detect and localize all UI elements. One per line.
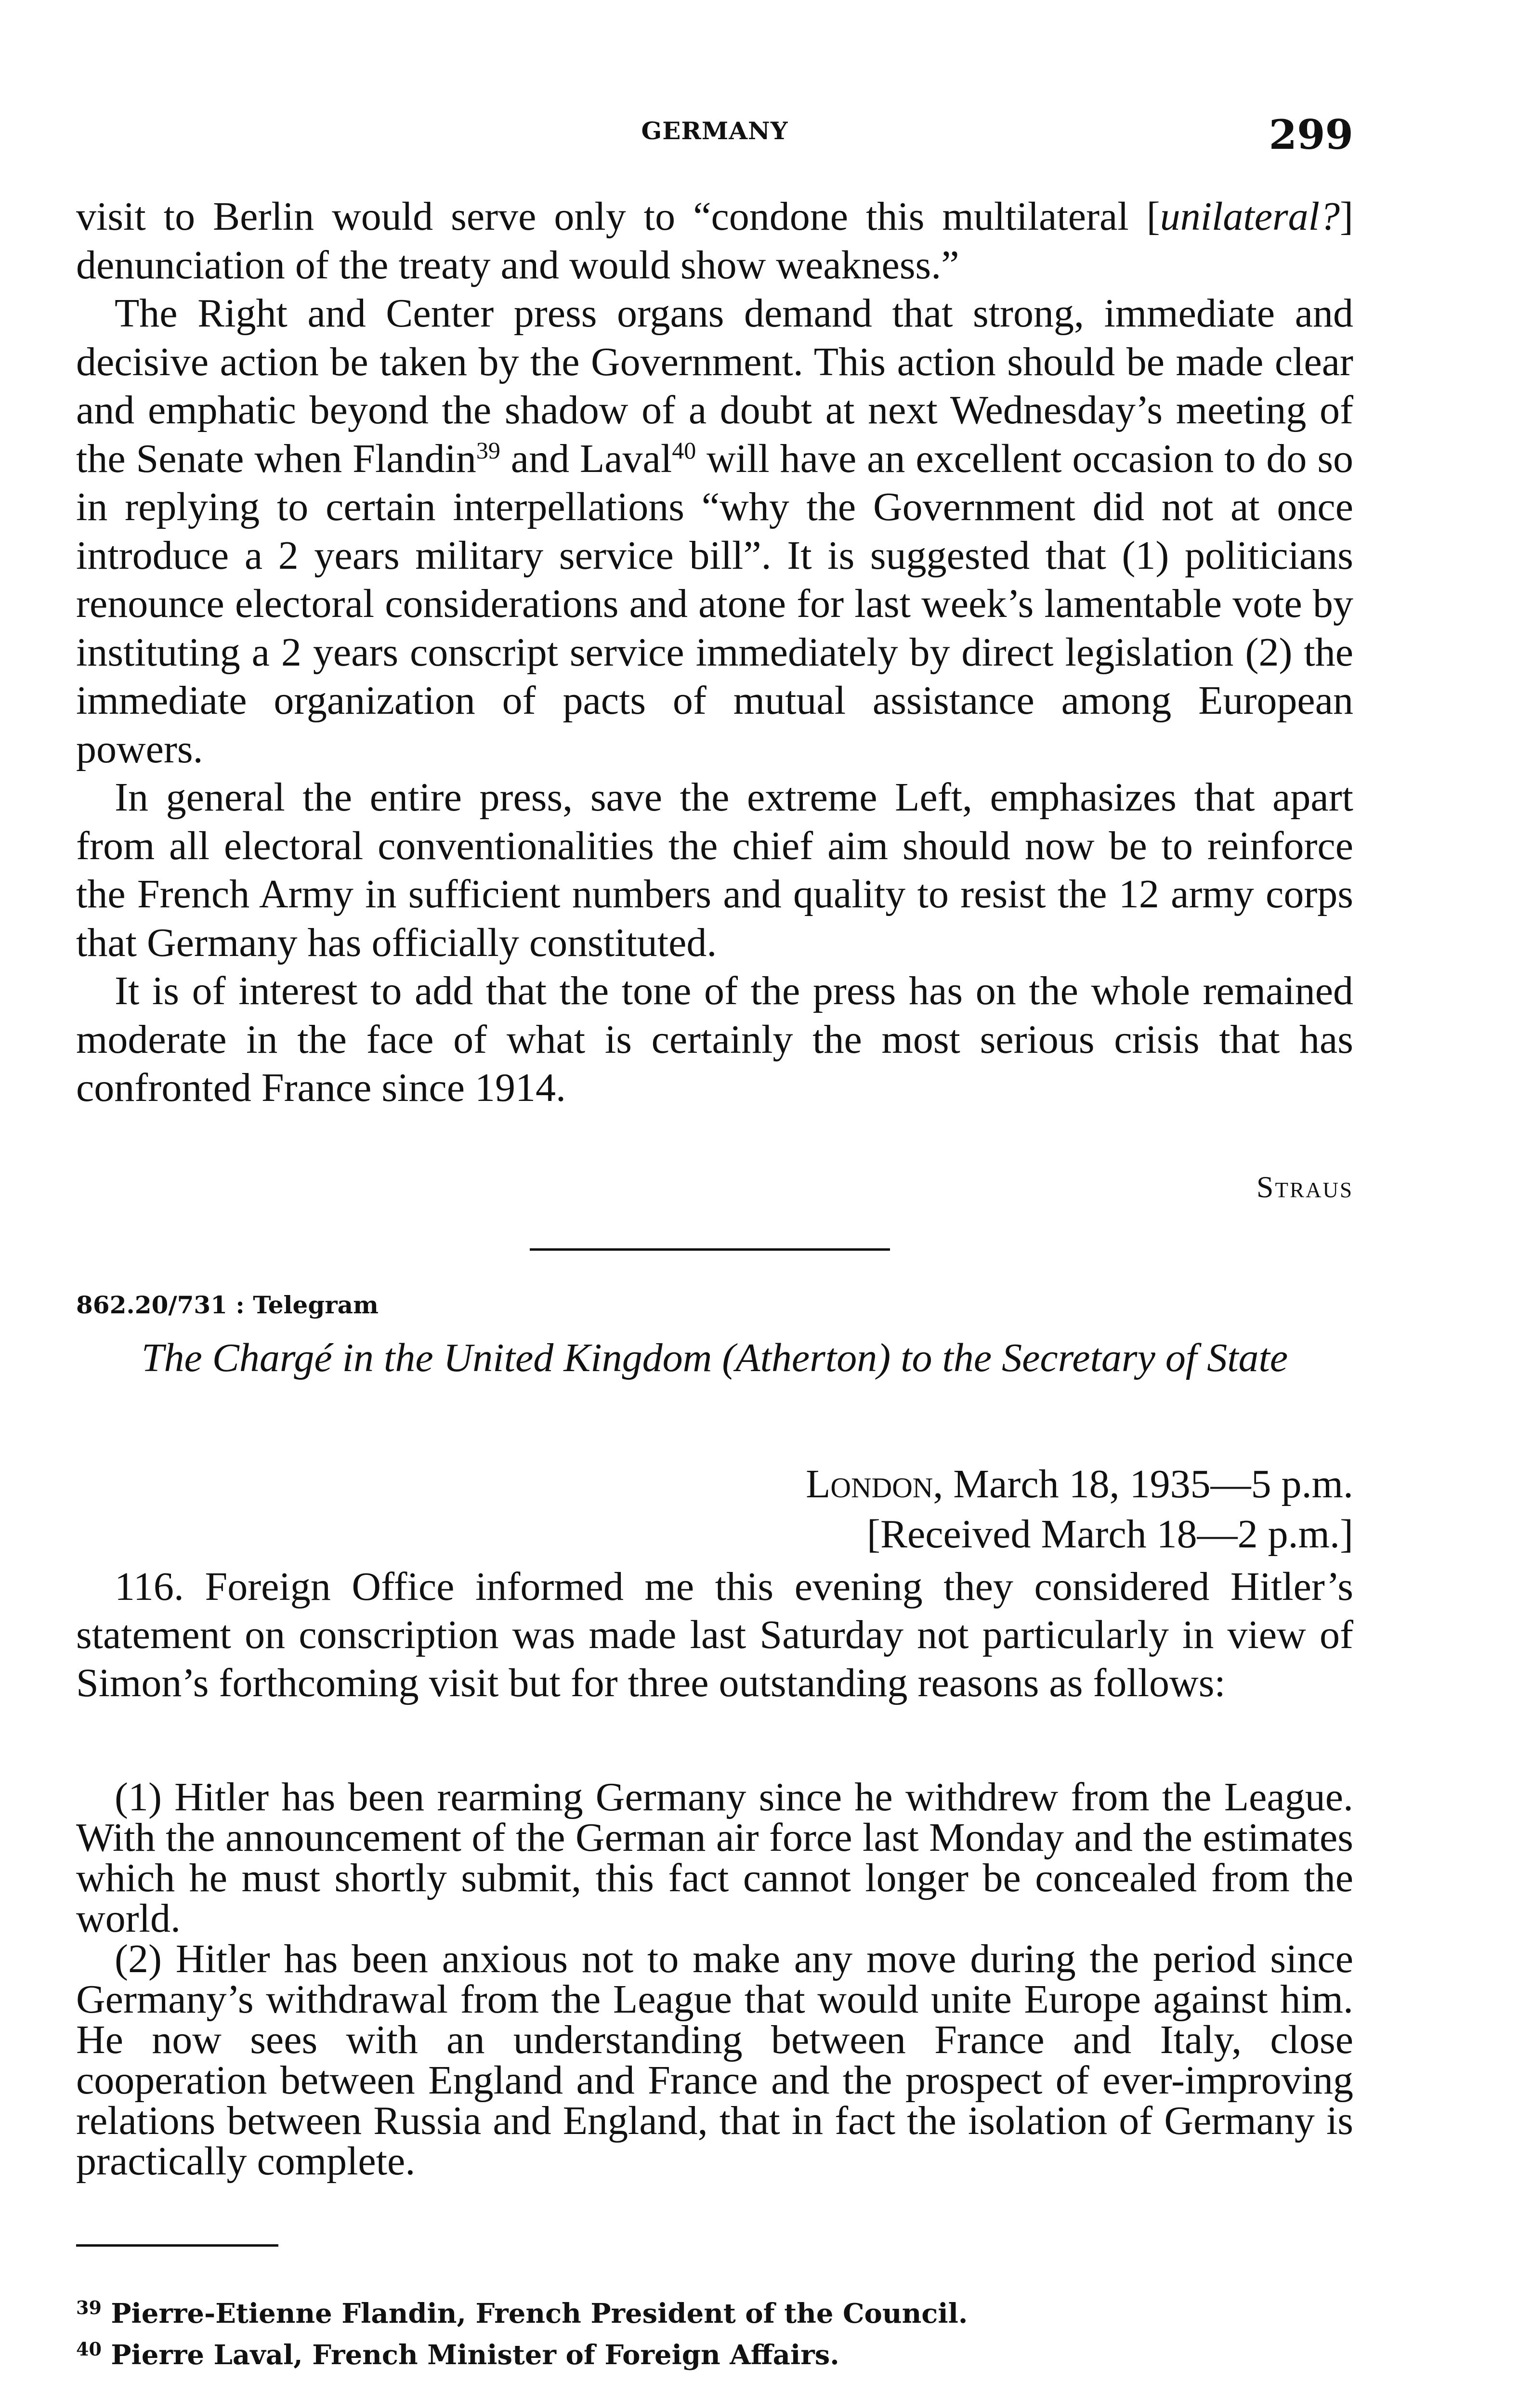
footnote-text: Pierre-Etienne Flandin, French President of the Council.: [111, 2298, 968, 2329]
file-reference: 862.20/731 : Telegram: [76, 1291, 379, 1319]
paragraph-1-start: visit to Berlin would serve only to “condone this multilateral [: [76, 194, 1160, 239]
opening-paragraph: 116. Foreign Office informed me this evening they considered Hitler’s statement on conscription was made last Saturday not particularly in view of Simon’s forthcoming visit but for three outstanding reasons as follows:: [76, 1564, 1353, 1705]
footnote-ref-40: 40: [672, 436, 696, 464]
telegram-points: [76, 1777, 1353, 2182]
paragraph-2: [76, 289, 1353, 773]
paragraph-2-end: will have an excellent occasion to do so in replying to certain interpellations “why the Government did not at once introduce a 2 years military service bill”. It is suggested that (1) politicians renounce electoral considerations and atone for last week’s lamentable vote by instituting a 2 years conscript service immediately by direct legislation (2) the immediate organization of pacts of mutual assistance among European powers.: [76, 436, 1354, 772]
section-divider: [530, 1248, 890, 1251]
continuation-text: [76, 193, 1353, 1112]
sent-date: , March 18, 1935—5 p.m.: [933, 1462, 1353, 1506]
footnote-rule: [76, 2244, 278, 2247]
footnote-mark: 39: [76, 2297, 102, 2318]
dateline: [806, 1459, 1353, 1559]
document-heading: The Chargé in the United Kingdom (Atherton) to the Secretary of State: [141, 1335, 1288, 1380]
paragraph-4: It is of interest to add that the tone of the press has on the whole remained moderate in the face of what is certainly the most serious crisis that has confronted France since 1914.: [76, 968, 1353, 1110]
paragraph-1-end: ] denunciation of the treaty and would show weakness.”: [76, 194, 1353, 288]
running-title: GERMANY: [641, 117, 788, 145]
footnote-ref-39: 39: [476, 436, 500, 464]
footnotes: [76, 2290, 1353, 2373]
place: London: [806, 1462, 933, 1506]
paragraph-1: [76, 193, 1353, 289]
editorial-insertion: unilateral?: [1160, 194, 1340, 239]
paragraph-2-start: The Right and Center press organs demand that strong, immediate and decisive action be taken by the Government. This action should be made clear and emphatic beyond the shadow of a doubt at next Wednesday’s meeting of the Senate when Flandin: [76, 291, 1353, 481]
footnote-text: Pierre Laval, French Minister of Foreign Affairs.: [111, 2339, 839, 2371]
sent-line: [806, 1459, 1353, 1509]
running-head: [76, 111, 1353, 164]
page-number: 299: [1269, 111, 1353, 158]
footnote-mark: 40: [76, 2338, 102, 2360]
footnote-39: [76, 2290, 1353, 2331]
point-1: (1) Hitler has been rearming Germany since he withdrew from the League. With the announcement of the German air force last Monday and the estimates which he must shortly submit, this fact cannot longer be concealed from the world.: [76, 1775, 1353, 1941]
paragraph-2-middle: and Laval: [500, 436, 672, 481]
received-line: [Received March 18—2 p.m.]: [866, 1512, 1353, 1557]
point-2: (2) Hitler has been anxious not to make any move during the period since Germany’s withdrawal from the League that would unite Europe against him. He now sees with an understanding between France and Italy, close cooperation between England and France and the prospect of ever-improving relations between Russia and England, that in fact the isolation of Germany is practically complete.: [76, 1937, 1353, 2184]
signature: Straus: [1256, 1170, 1353, 1204]
footnote-40: [76, 2331, 1353, 2373]
paragraph-3: In general the entire press, save the extreme Left, emphasizes that apart from all electoral conventionalities the chief aim should now be to reinforce the French Army in sufficient numbers and quality to resist the 12 army corps that Germany has officially constituted.: [76, 775, 1353, 965]
telegram-opening: [76, 1563, 1353, 1707]
